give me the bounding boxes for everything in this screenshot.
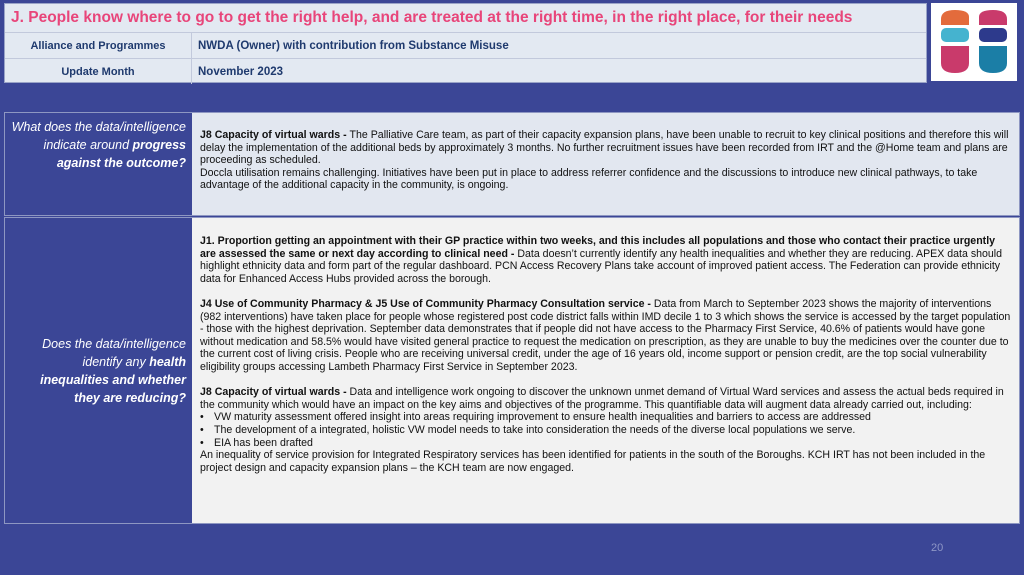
logo-teal-bar [941, 28, 969, 42]
j1-heading: J1. Proportion getting an appointment with their GP practice within two weeks, and this includes all populations and those who contact their practice urgently are assessed the same or next day according to clinical need - [200, 235, 996, 260]
header-row-update-month [5, 59, 926, 84]
list-item: • The development of a integrated, holistic VW model needs to take into consideration the needs of the diverse local populations we serve. [200, 424, 1011, 437]
j4-text: Data from March to September 2023 shows the majority of interventions (982 interventions) have taken place for people whose registered post code district falls within IMD decile 1 to 3 which shows the service is accessed by the target population - those with the highest deprivation. September data demonstrates that if people did not have access to the Pharmacy First Service, 40.6% of patients would have gone without medication and 58.5% would have visited general practice to request the medication on prescription, as they are unable to buy the medicines over the counter due to the current cost of living crisis. People who are receiving universal credit, under the age of 16 years old, income support or pension credit, are the top social vulnerability eligibility groups accessing Lambeth Pharmacy First Service in September 2023. [200, 297, 1011, 373]
update-month-label: Update Month [5, 59, 192, 84]
page-number: 20 [931, 542, 944, 554]
alliance-label: Alliance and Programmes [5, 33, 192, 58]
closing-paragraph: An inequality of service provision for Integrated Respiratory services has been identified for patients in the south of the Boroughs. KCH IRT has not been included in the project design and capacity expansion plans – the KCH team are now engaged. [200, 449, 986, 474]
progress-question-emphasis: progress against the outcome? [56, 138, 186, 170]
inequalities-answer [192, 218, 1019, 523]
list-item: • EIA has been drafted [200, 437, 1011, 450]
inequalities-question [5, 218, 192, 523]
j8-text: Data and intelligence work ongoing to discover the unknown unmet demand of Virtual Ward services and assess the actual beds required in the community which would have an impact on the key aims and objectives of the programme. This quantifiable data will augment data already carried out, including: [200, 386, 1004, 411]
header-table [4, 3, 927, 83]
progress-answer [192, 113, 1019, 215]
bullet-list [200, 411, 1011, 449]
list-item: • VW maturity assessment offered insight into areas requiring improvement to ensure health inequalities and barriers to access are addressed [200, 411, 1011, 424]
progress-question [5, 113, 192, 215]
logo-navy-bar [979, 28, 1007, 42]
paragraph-gap [200, 285, 1011, 298]
update-month-value: November 2023 [198, 65, 284, 78]
paragraph-gap [200, 374, 1011, 387]
logo-pink-shape [979, 10, 1007, 25]
j4-paragraph [200, 298, 1011, 374]
progress-paragraph-2: Doccla utilisation remains challenging. Initiatives have been put in place to address referrer confidence and the discussions to introduce new clinical pathways, to take advantage of the additional capacity in the community, is ongoing. [200, 166, 978, 192]
j8-progress-heading: J8 Capacity of virtual wards - [200, 129, 350, 141]
j1-text: Data doesn’t currently identify any health inequalities and whether they are reducing. APEX data should highlight ethnicity data and form part of the regular dashboard. PCN Access Recovery Plans take account of improved patient access. The Federation can provide ethnicity data for Enhanced Access Hubs provided across the borough. [200, 247, 1003, 285]
inequalities-question-emphasis: health inequalities and whether they are reducing? [40, 354, 186, 405]
header-row-alliance [5, 33, 926, 59]
j4-heading: J4 Use of Community Pharmacy & J5 Use of Community Pharmacy Consultation service - [200, 297, 654, 310]
progress-paragraph-1 [200, 129, 1011, 167]
progress-question-text: What does the data/intelligence indicate around [11, 120, 186, 152]
page-title: J. People know where to go to get the right help, and are treated at the right time, in the right place, for their needs [5, 4, 926, 33]
j8-progress-text: The Palliative Care team, as part of their capacity expansion plans, have been unable to recruit to key clinical positions and therefore this will delay the implementation of the additional beds by approximately 3 months. No further recruitment issues have been recorded from IRT and the @Home team and plans are proceeding as scheduled. [200, 129, 1009, 167]
logo-magenta-shape [941, 46, 969, 73]
j8-paragraph [200, 386, 1011, 411]
progress-section [4, 112, 1020, 216]
alliance-value: NWDA (Owner) with contribution from Substance Misuse [198, 39, 509, 52]
inequalities-section [4, 217, 1020, 524]
logo-blue-shape [979, 46, 1007, 73]
inequalities-question-text: Does the data/intelligence identify any [42, 336, 186, 369]
j1-paragraph [200, 235, 1011, 285]
j8-heading: J8 Capacity of virtual wards - [200, 386, 350, 399]
cross-logo-icon [931, 3, 1017, 81]
logo-orange-shape [941, 10, 969, 25]
